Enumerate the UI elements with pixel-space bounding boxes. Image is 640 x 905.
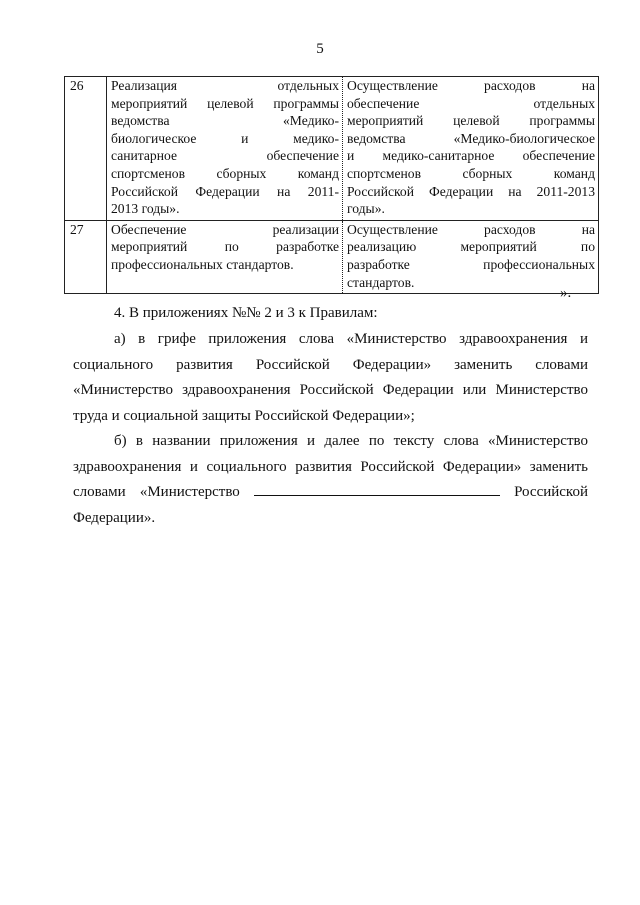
paragraph-line: «Министерство здравоохранения Российской Федерации или Министерство [73,382,588,398]
cell-line: мероприятий целевой программы [111,95,339,111]
cell-line: реализацию мероприятий по [347,239,595,255]
cell-line: Обеспечение реализации [111,221,339,237]
blank-suffix: Российской [514,484,588,500]
paragraph-line: социального развития Российской Федерации» заменить словами [73,356,588,373]
blank-prefix: словами «Министерство [73,484,240,500]
cell-line: Реализация отдельных [111,78,339,93]
cell-line: обеспечение отдельных [347,95,595,111]
paragraph-line-with-blank [73,480,588,506]
paragraph-line: здравоохранения и социального развития Российской Федерации» заменить [73,458,588,475]
page-number: 5 [316,41,324,57]
row-number: 27 [65,220,107,293]
cell-line: спортсменов сборных команд [347,165,595,181]
table-row [65,77,599,221]
cell-line: спортсменов сборных команд [111,165,339,181]
item-b-paragraph [73,429,588,531]
row-number: 26 [65,77,107,221]
row-expense-description [343,220,599,293]
cell-line: стандартов. [347,274,415,290]
cell-line: разработке профессиональных [347,256,595,272]
cell-line: ведомства «Медико-биологическое [347,130,595,146]
cell-line: санитарное обеспечение [111,148,339,164]
paragraph-line: 4. В приложениях №№ 2 и 3 к Правилам: [114,305,378,321]
row-measure-name [107,77,343,221]
document-table [64,76,599,294]
paragraph-line: б) в названии приложения и далее по тексту слова «Министерство [114,433,588,449]
point-4-heading [73,301,588,327]
cell-line: Осуществление расходов на [347,221,595,237]
row-expense-description [343,77,599,221]
item-a-paragraph [73,327,588,429]
paragraph-line: труда и социальной защиты Российской Федерации»; [73,407,415,424]
paragraph-line: Федерации». [73,509,156,526]
row-measure-name [107,220,343,293]
fill-in-blank [254,481,500,496]
cell-line: ведомства «Медико- [111,113,339,129]
cell-line: мероприятий по разработке [111,239,339,255]
cell-line: годы». [347,201,385,217]
cell-line: и медико-санитарное обеспечение [347,148,595,164]
cell-line: мероприятий целевой программы [347,113,595,129]
paragraph-line: а) в грифе приложения слова «Министерство здравоохранения и [114,331,588,347]
cell-line: биологическое и медико- [111,130,339,146]
cell-line: Российской Федерации на 2011-2013 [347,183,595,199]
table-row [65,220,599,293]
cell-line: Осуществление расходов на [347,78,595,93]
cell-line: 2013 годы». [111,201,180,217]
cell-line: Российской Федерации на 2011- [111,183,339,199]
closing-quote: ». [560,285,572,301]
cell-line: профессиональных стандартов. [111,256,294,272]
